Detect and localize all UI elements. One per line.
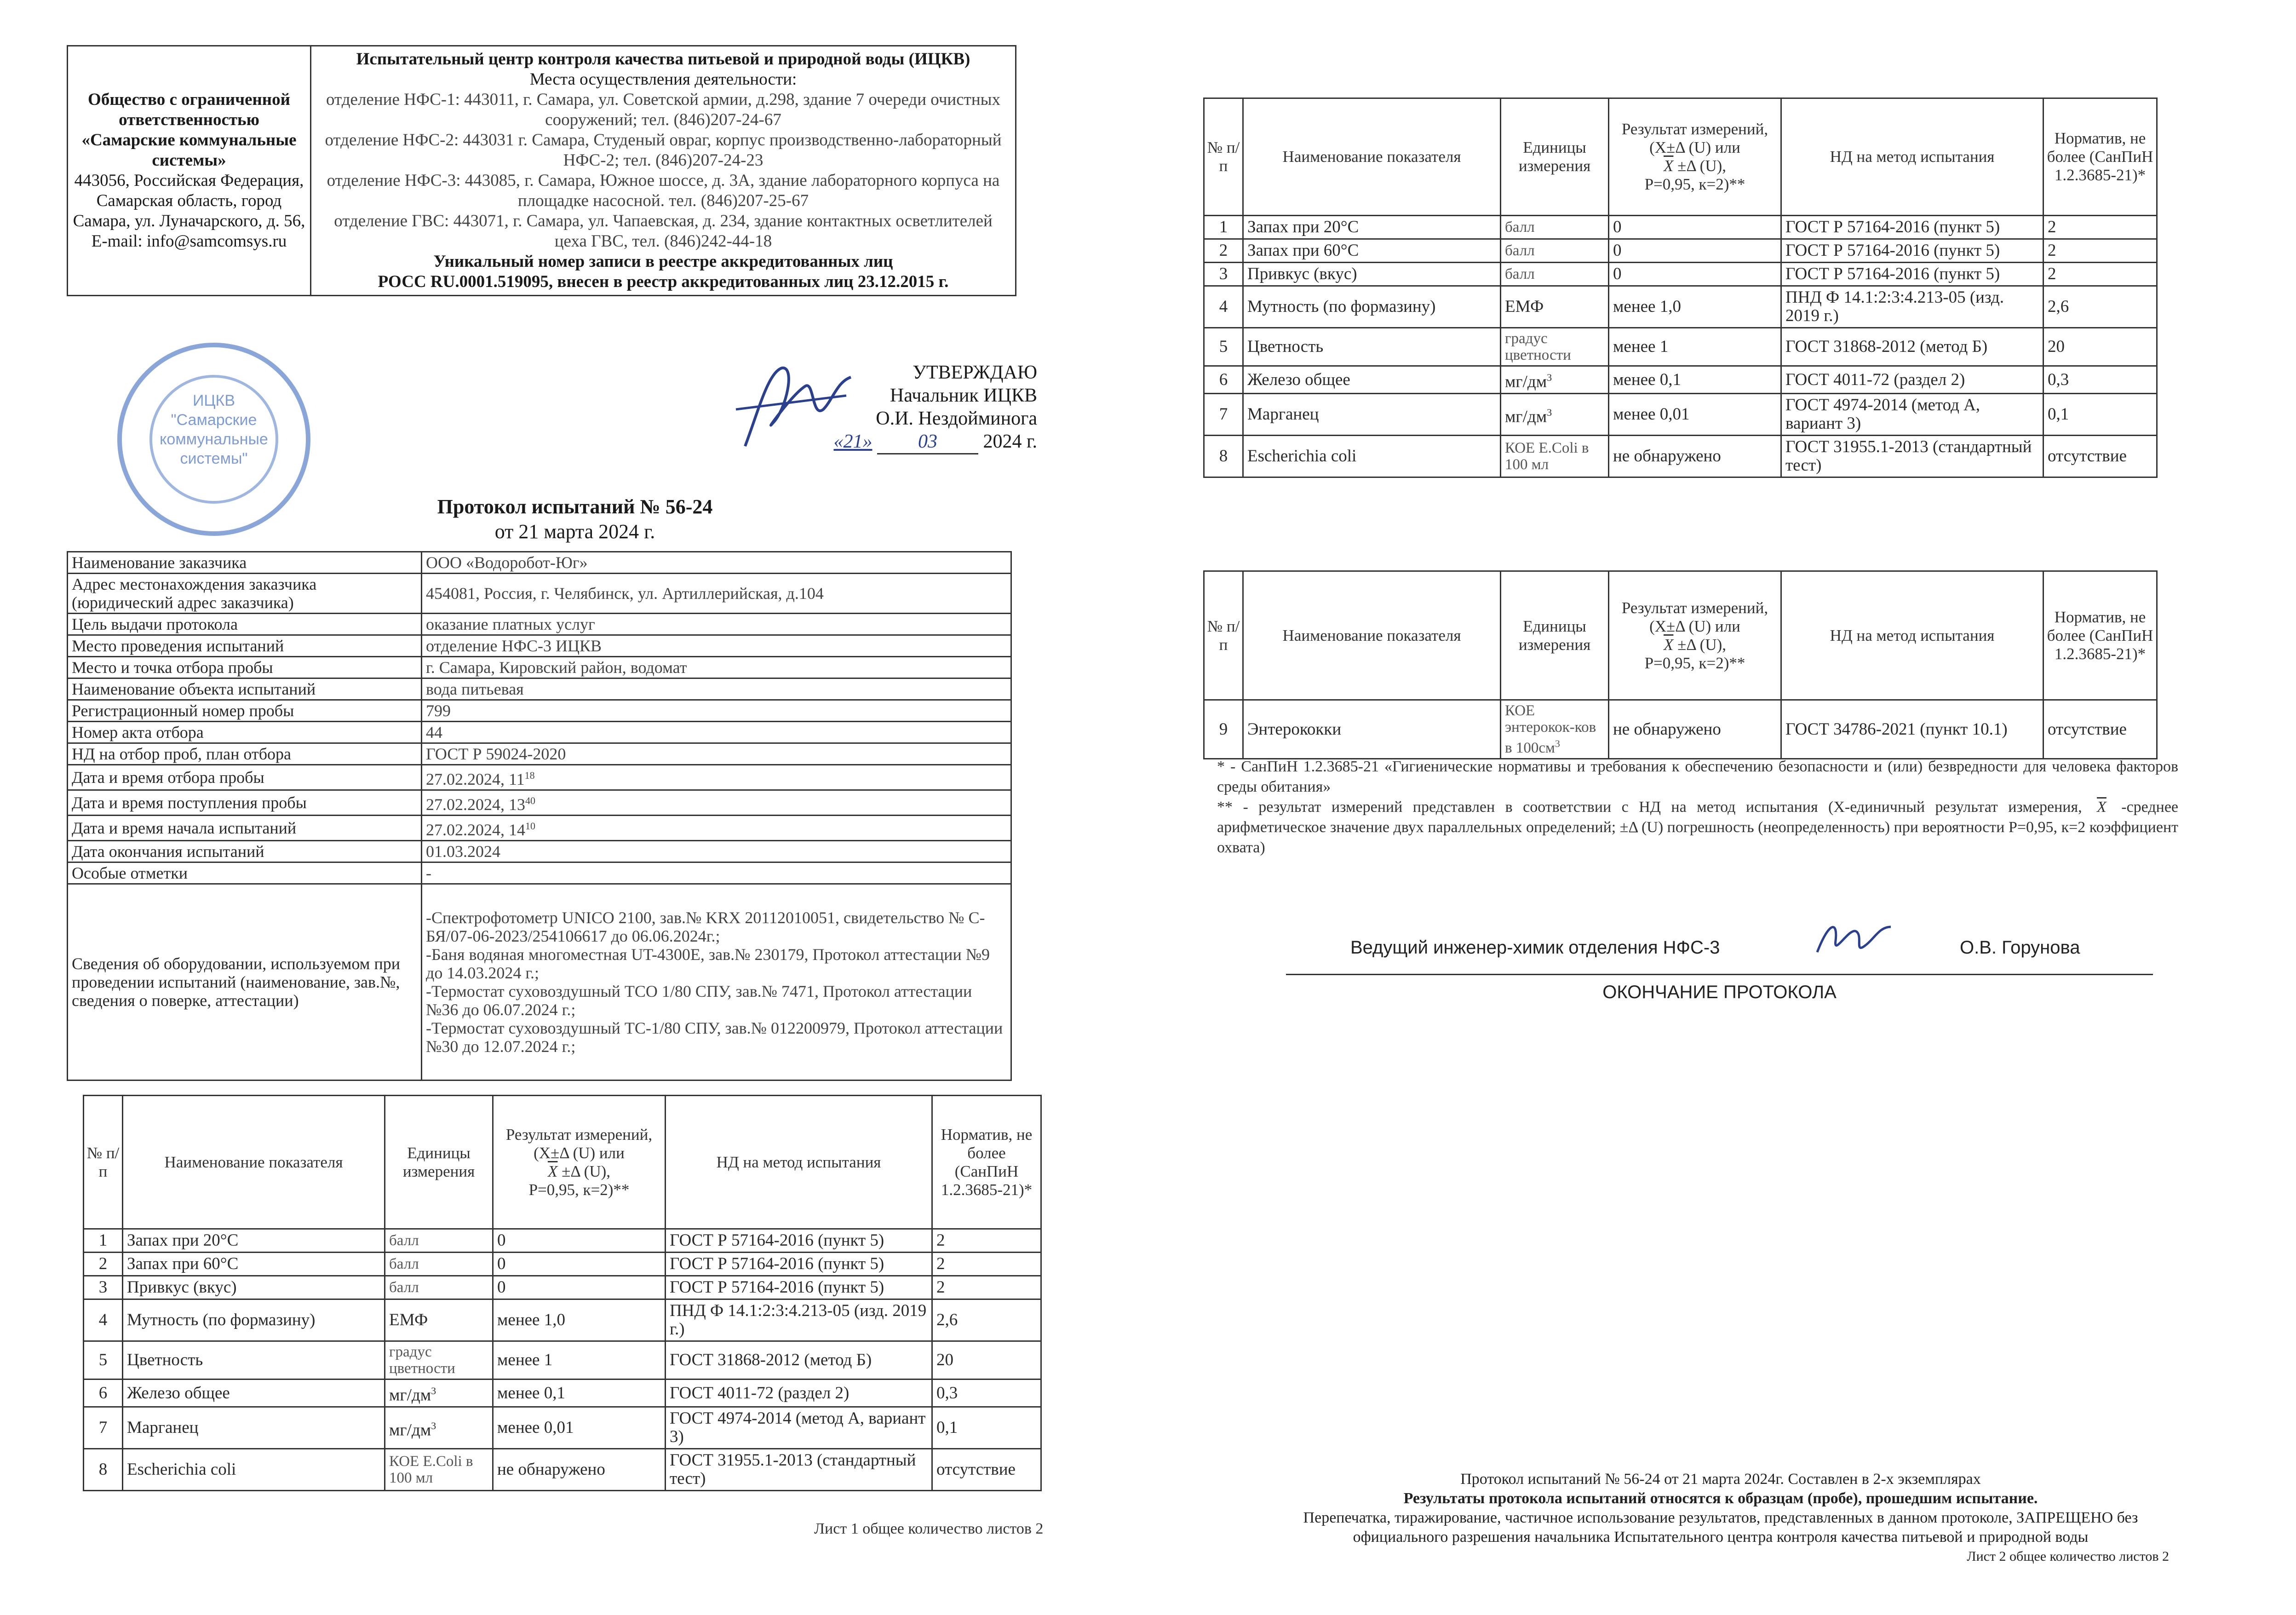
info-label: Цель выдачи протокола (68, 614, 422, 635)
equipment-item-2: -Баня водяная многоместная UT-4300E, зав.№ 230179, Протокол аттестации №9 до 14.03.2024 г.; (426, 945, 990, 982)
cell-norm: 20 (2043, 328, 2157, 366)
engineer-signature-icon (1810, 913, 1898, 964)
table-row (84, 1449, 1041, 1491)
cell-unit-text: балл (1505, 219, 1535, 236)
equipment-item-4: -Термостат суховоздушный ТС-1/80 СПУ, зав.№ 012200979, Протокол аттестации №30 до 12.07.2024 г.; (426, 1019, 1003, 1056)
cell-unit (1501, 700, 1609, 759)
cell-num: 8 (84, 1449, 123, 1491)
info-value (422, 614, 1011, 635)
col-result-xbar: $\overline{X}$ (547, 1162, 558, 1180)
cell-norm: 2 (2043, 239, 2157, 263)
cell-unit-sup: 3 (431, 1385, 436, 1397)
col-result-line-3: Р=0,95, к=2)** (1644, 654, 1745, 672)
cell-unit (1501, 263, 1609, 286)
info-value (422, 635, 1011, 657)
cell-method: ГОСТ Р 57164-2016 (пункт 5) (1781, 216, 2043, 239)
table-row (84, 1276, 1041, 1299)
info-row (68, 862, 1011, 884)
cell-norm: 0,3 (932, 1379, 1041, 1407)
footer-line-1: Протокол испытаний № 56-24 от 21 марта 2024г. Составлен в 2-х экземплярах (1460, 1471, 1981, 1488)
protocol-date: от 21 марта 2024 г. (494, 520, 655, 543)
cell-num: 3 (84, 1276, 123, 1299)
cell-norm: 2,6 (2043, 286, 2157, 328)
cell-norm: 2 (2043, 263, 2157, 286)
table-row (84, 1379, 1041, 1407)
center-branch-3: отделение НФС-3: 443085, г. Самара, Южное шоссе, д. 3А, здание лабораторного корпуса на площадке насосной. тел. (846)207-25-67 (327, 171, 1000, 210)
info-row (68, 743, 1011, 765)
cell-unit (385, 1276, 493, 1299)
footnote-2b: -среднее арифметическое значение двух параллельных определений; ±Δ (U) погрешность (неопределенность) при вероятности Р=0,95, к=2 коэффициент охвата) (1217, 799, 2178, 856)
table-row (1204, 239, 2157, 263)
cell-num: 7 (84, 1407, 123, 1449)
cell-method: ГОСТ 34786-2021 (пункт 10.1) (1781, 700, 2043, 759)
cell-name: Марганец (1243, 394, 1501, 436)
cell-method: ГОСТ 4011-72 (раздел 2) (666, 1379, 932, 1407)
cell-method: ГОСТ Р 57164-2016 (пункт 5) (1781, 239, 2043, 263)
cell-num: 3 (1204, 263, 1243, 286)
cell-unit (385, 1449, 493, 1491)
info-value-text: 01.03.2024 (426, 842, 500, 861)
cell-unit-sup: 3 (1547, 372, 1552, 383)
info-table (67, 551, 1012, 1081)
col-result-line-1: Результат измерений, (Х±Δ (U) или (1621, 598, 1768, 635)
page-2 (1148, 0, 2296, 1615)
center-branch-4: отделение ГВС: 443071, г. Самара, ул. Чапаевская, д. 234, здание контактных осветлителей цеха ГВС, тел. (846)242-44-18 (334, 212, 993, 251)
approval-title: УТВЕРЖДАЮ (913, 362, 1037, 383)
col-unit: Единицы измерения (385, 1096, 493, 1229)
cell-unit-text: КОЕ энтерокок-ков в 100см (1505, 702, 1596, 756)
cell-unit-sup: 3 (431, 1420, 436, 1431)
approval-position: Начальник ИЦКВ (890, 385, 1037, 406)
cell-norm: 0,1 (932, 1407, 1041, 1449)
cell-unit (385, 1229, 493, 1253)
approval-date (644, 430, 1037, 454)
table-row (1204, 286, 2157, 328)
col-result (1609, 571, 1781, 700)
table-row (84, 1229, 1041, 1253)
cell-result: менее 1,0 (1609, 286, 1781, 328)
cell-result: менее 0,1 (493, 1379, 666, 1407)
info-row (68, 841, 1011, 862)
cell-unit-text: КОЕ E.Coli в 100 мл (389, 1453, 473, 1487)
stamp-seal (117, 343, 310, 536)
cell-method: ГОСТ 4011-72 (раздел 2) (1781, 366, 2043, 394)
table-row (1204, 394, 2157, 436)
info-label: Место и точка отбора пробы (68, 657, 422, 678)
cell-method: ГОСТ Р 57164-2016 (пункт 5) (666, 1229, 932, 1253)
info-label: Дата окончания испытаний (68, 841, 422, 862)
center-cell (311, 46, 1016, 296)
col-result-line-3: Р=0,95, к=2)** (528, 1180, 630, 1199)
cell-name: Цветность (123, 1341, 385, 1379)
stamp-line-1: ИЦКВ (192, 392, 235, 409)
cell-method: ГОСТ Р 57164-2016 (пункт 5) (1781, 263, 2043, 286)
footer-line-4: Лист 2 общее количество листов 2 (1967, 1549, 2169, 1564)
center-places-label: Места осуществления деятельности: (529, 70, 797, 89)
cell-num: 1 (1204, 216, 1243, 239)
info-label: Дата и время начала испытаний (68, 816, 422, 841)
info-value (422, 765, 1011, 790)
org-cell (68, 46, 311, 296)
org-address: 443056, Российская Федерация, Самарская область, город Самара, ул. Луначарского, д. 56, (73, 171, 305, 230)
cell-method: ГОСТ 31955.1-2013 (стандартный тест) (1781, 436, 2043, 477)
cell-norm: отсутствие (932, 1449, 1041, 1491)
cell-method: ПНД Ф 14.1:2:3:4.213-05 (изд. 2019 г.) (666, 1299, 932, 1341)
info-label: Наименование заказчика (68, 552, 422, 574)
col-result-uncert: ±Δ (U), (1677, 157, 1726, 175)
info-value-text: оказание платных услуг (426, 615, 595, 633)
cell-result: менее 0,01 (493, 1407, 666, 1449)
header-table (67, 45, 1016, 296)
results-body-page1 (84, 1229, 1041, 1491)
results-table-row9 (1203, 570, 2158, 759)
cell-name: Цветность (1243, 328, 1501, 366)
info-value (422, 552, 1011, 574)
cell-norm: 2 (932, 1229, 1041, 1253)
cell-norm: 0,3 (2043, 366, 2157, 394)
accreditation-line-1: Уникальный номер записи в реестре аккредитованных лиц (433, 252, 893, 271)
info-value-text: 799 (426, 701, 451, 720)
cell-name: Запах при 60°С (123, 1253, 385, 1276)
info-label: Регистрационный номер пробы (68, 700, 422, 722)
col-method: НД на метод испытания (1781, 571, 2043, 700)
cell-method: ГОСТ 4974-2014 (метод А, вариант 3) (666, 1407, 932, 1449)
cell-name: Железо общее (1243, 366, 1501, 394)
col-num: № п/п (84, 1096, 123, 1229)
cell-num: 6 (84, 1379, 123, 1407)
cell-unit (1501, 286, 1609, 328)
cell-unit (385, 1341, 493, 1379)
cell-unit-text: балл (1505, 266, 1535, 282)
col-result-line-2 (1611, 157, 1779, 175)
page2-footer (1272, 1470, 2169, 1566)
cell-num: 8 (1204, 436, 1243, 477)
info-label: Дата и время поступления пробы (68, 790, 422, 816)
col-num: № п/п (1204, 571, 1243, 700)
table-row (1204, 263, 2157, 286)
info-value-text: г. Самара, Кировский район, водомат (426, 658, 687, 677)
col-norm: Норматив, не более (СанПиН 1.2.3685-21)* (932, 1096, 1041, 1229)
cell-unit-text: мг/дм (1505, 372, 1547, 391)
cell-name: Escherichia coli (123, 1449, 385, 1491)
info-row (68, 574, 1011, 614)
cell-num: 7 (1204, 394, 1243, 436)
info-value-text: 454081, Россия, г. Челябинск, ул. Артиллерийская, д.104 (426, 584, 824, 603)
cell-result: менее 0,1 (1609, 366, 1781, 394)
cell-name: Мутность (по формазину) (123, 1299, 385, 1341)
cell-result: 0 (1609, 239, 1781, 263)
info-row (68, 816, 1011, 841)
col-result-line-3: Р=0,95, к=2)** (1644, 175, 1745, 193)
cell-method: ГОСТ Р 57164-2016 (пункт 5) (666, 1276, 932, 1299)
info-value (422, 574, 1011, 614)
info-label: Номер акта отбора (68, 722, 422, 743)
col-num: № п/п (1204, 98, 1243, 216)
col-norm: Норматив, не более (СанПиН 1.2.3685-21)* (2043, 571, 2157, 700)
footnote-2a: ** - результат измерений представлен в соответствии с НД на метод испытания (Х-единичный результат измерения, (1217, 799, 2082, 816)
info-value-sup: 18 (524, 770, 535, 781)
cell-num: 4 (84, 1299, 123, 1341)
cell-norm: отсутствие (2043, 436, 2157, 477)
cell-unit (1501, 436, 1609, 477)
cell-num: 2 (84, 1253, 123, 1276)
cell-unit-text: градус цветности (1505, 330, 1571, 363)
cell-num: 4 (1204, 286, 1243, 328)
cell-unit-text: мг/дм (389, 1420, 431, 1439)
cell-result: не обнаружено (1609, 436, 1781, 477)
cell-num: 2 (1204, 239, 1243, 263)
approval-year: 2024 г. (983, 431, 1037, 452)
protocol-title-block (322, 494, 828, 544)
accreditation-line-2: РОСС RU.0001.519095, внесен в реестр аккредитованных лиц 23.12.2015 г. (378, 272, 949, 291)
equipment-label: Сведения об оборудовании, используемом при проведении испытаний (наименование, зав.№, сведения о поверке, аттестации) (68, 884, 422, 1080)
cell-unit (385, 1299, 493, 1341)
cell-name: Марганец (123, 1407, 385, 1449)
footer-line-2: Результаты протокола испытаний относятся к образцам (пробе), прошедшим испытание. (1403, 1490, 2038, 1507)
col-unit: Единицы измерения (1501, 98, 1609, 216)
cell-name: Мутность (по формазину) (1243, 286, 1501, 328)
stamp-line-3: коммунальные (160, 431, 268, 448)
col-result-line-2 (1611, 636, 1779, 654)
cell-norm: отсутствие (2043, 700, 2157, 759)
col-result-line-1: Результат измерений, (Х±Δ (U) или (1621, 120, 1768, 156)
info-row (68, 790, 1011, 816)
end-of-protocol: ОКОНЧАНИЕ ПРОТОКОЛА (1602, 982, 1837, 1002)
center-branch-2: отделение НФС-2: 443031 г. Самара, Студеный овраг, корпус производственно-лабораторный НФС-2; тел. (846)207-24-23 (325, 131, 1002, 170)
cell-unit-text: КОЕ E.Coli в 100 мл (1505, 440, 1589, 473)
info-value (422, 657, 1011, 678)
info-value (422, 816, 1011, 841)
info-value (422, 790, 1011, 816)
info-row (68, 700, 1011, 722)
info-value (422, 678, 1011, 700)
table-row (84, 1341, 1041, 1379)
cell-unit-sup: 3 (1555, 738, 1560, 749)
cell-method: ГОСТ 31868-2012 (метод Б) (666, 1341, 932, 1379)
info-value-text: 27.02.2024, 14 (426, 821, 525, 839)
info-value-text: 27.02.2024, 13 (426, 795, 525, 814)
info-row (68, 765, 1011, 790)
results-table-page1 (83, 1095, 1042, 1491)
stamp-text (122, 391, 306, 468)
info-value (422, 722, 1011, 743)
cell-unit-text: балл (389, 1232, 419, 1249)
cell-unit-text: ЕМФ (389, 1310, 428, 1329)
cell-unit (385, 1253, 493, 1276)
cell-norm: 2 (2043, 216, 2157, 239)
col-result (493, 1096, 666, 1229)
cell-unit-text: ЕМФ (1505, 297, 1544, 316)
cell-name: Привкус (вкус) (1243, 263, 1501, 286)
cell-num: 5 (84, 1341, 123, 1379)
page1-footer: Лист 1 общее количество листов 2 (814, 1520, 1044, 1537)
info-value (422, 743, 1011, 765)
col-result-uncert: ±Δ (U), (562, 1162, 610, 1180)
equipment-item-3: -Термостат суховоздушный ТСО 1/80 СПУ, зав.№ 7471, Протокол аттестации №36 до 06.07.2024 г.; (426, 982, 972, 1019)
stamp-line-2: "Самарские (171, 411, 257, 429)
info-row (68, 722, 1011, 743)
info-value-text: вода питьевая (426, 680, 524, 698)
info-label: Особые отметки (68, 862, 422, 884)
info-value-text: отделение НФС-3 ИЦКВ (426, 637, 602, 655)
cell-unit (1501, 394, 1609, 436)
cell-unit-text: балл (389, 1279, 419, 1296)
equipment-item-1: -Спектрофотометр UNICO 2100, зав.№ KRX 20112010051, свидетельство № С-БЯ/07-06-2023/254106617 до 06.06.2024г.; (426, 908, 985, 945)
cell-method: ГОСТ 4974-2014 (метод А, вариант 3) (1781, 394, 2043, 436)
info-row (68, 552, 1011, 574)
center-title: Испытательный центр контроля качества питьевой и природной воды (ИЦКВ) (356, 50, 970, 69)
equipment-value (422, 884, 1011, 1080)
results-body-page2 (1204, 216, 2157, 477)
cell-unit-text: мг/дм (1505, 407, 1547, 426)
footnotes (1217, 757, 2178, 858)
table-row (1204, 366, 2157, 394)
col-name: Наименование показателя (1243, 98, 1501, 216)
cell-unit-text: мг/дм (389, 1385, 431, 1405)
cell-num: 5 (1204, 328, 1243, 366)
cell-unit (1501, 366, 1609, 394)
cell-norm: 2,6 (932, 1299, 1041, 1341)
center-branch-1: отделение НФС-1: 443011, г. Самара, ул. Советской армии, д.298, здание 7 очереди очистных сооружений; тел. (846)207-24-67 (326, 90, 1000, 129)
cell-norm: 2 (932, 1276, 1041, 1299)
cell-name: Запах при 20°С (1243, 216, 1501, 239)
cell-unit (1501, 216, 1609, 239)
info-value-text: ООО «Водоробот-Юг» (426, 553, 588, 572)
cell-method: ГОСТ 31955.1-2013 (стандартный тест) (666, 1449, 932, 1491)
col-result-uncert: ±Δ (U), (1677, 635, 1726, 654)
info-label: Место проведения испытаний (68, 635, 422, 657)
col-result (1609, 98, 1781, 216)
info-row (68, 635, 1011, 657)
cell-result: 0 (493, 1229, 666, 1253)
table-row (84, 1253, 1041, 1276)
org-email: E-mail: info@samcomsys.ru (91, 232, 287, 251)
cell-result: менее 0,01 (1609, 394, 1781, 436)
info-value-text: ГОСТ Р 59024-2020 (426, 745, 566, 763)
info-value-text: - (426, 864, 431, 882)
table-row (1204, 700, 2157, 759)
info-value-text: 44 (426, 723, 442, 741)
cell-result: 0 (1609, 263, 1781, 286)
cell-num: 6 (1204, 366, 1243, 394)
cell-result: 0 (493, 1276, 666, 1299)
cell-result: не обнаружено (1609, 700, 1781, 759)
cell-unit-text: балл (1505, 242, 1535, 259)
approval-name: О.И. Нездойминога (876, 408, 1037, 429)
cell-name: Запах при 60°С (1243, 239, 1501, 263)
col-norm: Норматив, не более (СанПиН 1.2.3685-21)* (2043, 98, 2157, 216)
col-method: НД на метод испытания (1781, 98, 2043, 216)
info-value-sup: 40 (525, 795, 535, 806)
table-row (1204, 328, 2157, 366)
cell-result: не обнаружено (493, 1449, 666, 1491)
cell-name: Железо общее (123, 1379, 385, 1407)
info-value-text: 27.02.2024, 11 (426, 770, 525, 788)
table-row (84, 1299, 1041, 1341)
signature-divider (1286, 974, 2153, 975)
cell-norm: 2 (932, 1253, 1041, 1276)
cell-unit (1501, 239, 1609, 263)
signer-name: О.В. Горунова (1960, 937, 2080, 958)
cell-unit (385, 1407, 493, 1449)
info-value (422, 841, 1011, 862)
col-result-line-2 (495, 1162, 663, 1181)
cell-result: 0 (493, 1253, 666, 1276)
table-row (84, 1407, 1041, 1449)
cell-result: менее 1,0 (493, 1299, 666, 1341)
col-name: Наименование показателя (1243, 571, 1501, 700)
info-row (68, 657, 1011, 678)
cell-method: ГОСТ 31868-2012 (метод Б) (1781, 328, 2043, 366)
protocol-title: Протокол испытаний № 56-24 (437, 495, 713, 518)
info-value (422, 700, 1011, 722)
cell-unit-text: градус цветности (389, 1344, 455, 1377)
info-label: Дата и время отбора пробы (68, 765, 422, 790)
stamp-line-4: системы" (180, 450, 248, 467)
footnote-1: * - СанПиН 1.2.3685-21 «Гигиенические нормативы и требования к обеспечению безопасности и (или) безвредности для человека факторов среды обитания» (1217, 758, 2178, 795)
cell-method: ПНД Ф 14.1:2:3:4.213-05 (изд. 2019 г.) (1781, 286, 2043, 328)
approval-block (644, 361, 1037, 454)
approval-day: «21» (833, 431, 872, 452)
table-row (1204, 216, 2157, 239)
info-value-sup: 10 (525, 820, 535, 832)
cell-unit-text: балл (389, 1256, 419, 1272)
info-row (68, 678, 1011, 700)
cell-name: Запах при 20°С (123, 1229, 385, 1253)
cell-unit (385, 1379, 493, 1407)
info-label: Адрес местонахождения заказчика (юридический адрес заказчика) (68, 574, 422, 614)
cell-num: 1 (84, 1229, 123, 1253)
info-row (68, 614, 1011, 635)
approval-month: 03 (877, 430, 978, 454)
footer-line-3: Перепечатка, тиражирование, частичное использование результатов, представленных в данном протоколе, ЗАПРЕЩЕНО без официального разрешения начальника Испытательного центра контроля качества питьевой и природной воды (1303, 1509, 2138, 1546)
col-name: Наименование показателя (123, 1096, 385, 1229)
org-name: Общество с ограниченной ответственностью «Самарские коммунальные системы» (81, 90, 297, 170)
cell-num: 9 (1204, 700, 1243, 759)
col-method: НД на метод испытания (666, 1096, 932, 1229)
equipment-row (68, 884, 1011, 1080)
cell-method: ГОСТ Р 57164-2016 (пункт 5) (666, 1253, 932, 1276)
col-result-xbar: $\overline{X}$ (1663, 635, 1674, 654)
col-result-xbar: $\overline{X}$ (1663, 157, 1674, 175)
footnote-2-xbar: $\overline{X}$ (2097, 799, 2107, 816)
cell-unit (1501, 328, 1609, 366)
cell-norm: 0,1 (2043, 394, 2157, 436)
footnote-2 (1217, 797, 2178, 858)
signer-position: Ведущий инженер-химик отделения НФС-3 (1350, 937, 1720, 958)
cell-result: 0 (1609, 216, 1781, 239)
cell-name: Привкус (вкус) (123, 1276, 385, 1299)
table-row (1204, 436, 2157, 477)
info-label: Наименование объекта испытаний (68, 678, 422, 700)
cell-name: Escherichia coli (1243, 436, 1501, 477)
results-table-page2 (1203, 98, 2158, 478)
cell-unit-sup: 3 (1547, 406, 1552, 418)
col-result-line-1: Результат измерений, (Х±Δ (U) или (505, 1125, 653, 1162)
cell-result: менее 1 (493, 1341, 666, 1379)
info-label: НД на отбор проб, план отбора (68, 743, 422, 765)
cell-norm: 20 (932, 1341, 1041, 1379)
info-value (422, 862, 1011, 884)
col-unit: Единицы измерения (1501, 571, 1609, 700)
cell-name: Энтерококки (1243, 700, 1501, 759)
cell-result: менее 1 (1609, 328, 1781, 366)
